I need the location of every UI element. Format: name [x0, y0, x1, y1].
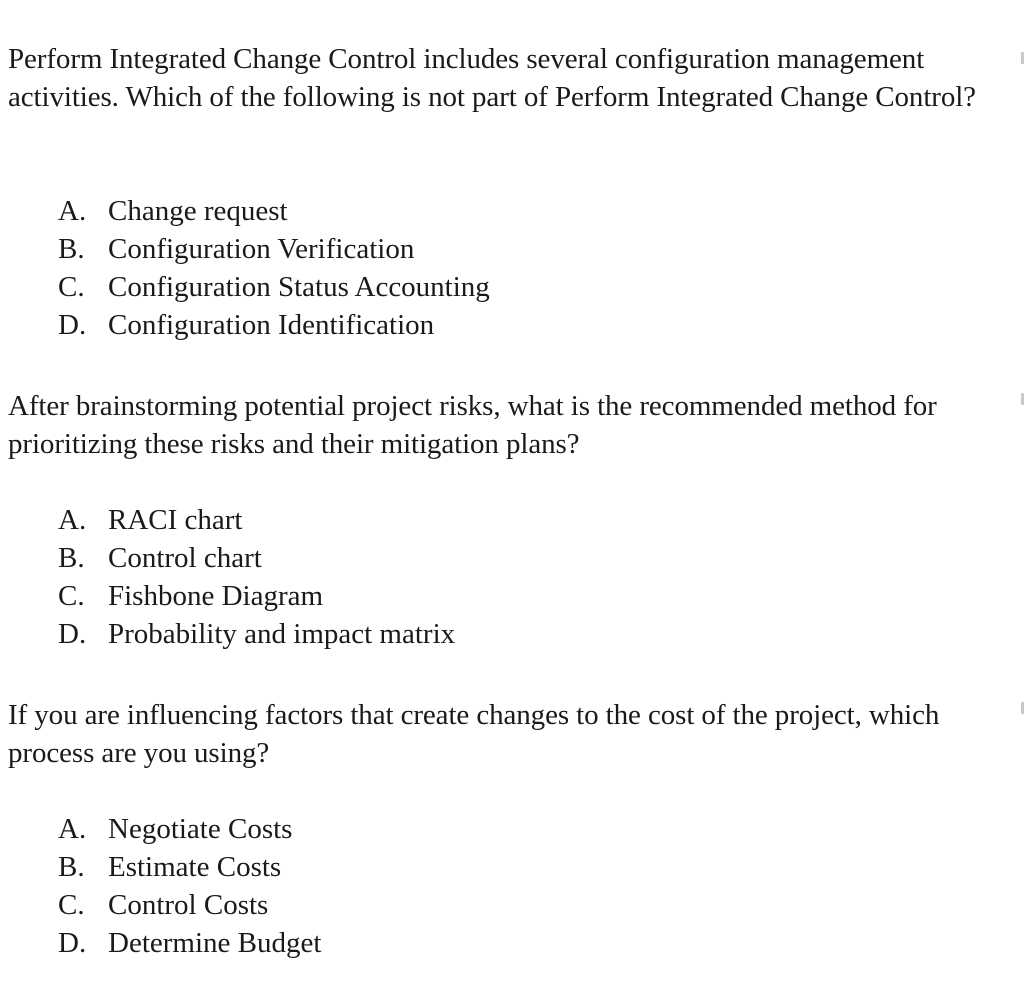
- option-text: Configuration Identification: [108, 309, 435, 341]
- option-text: Fishbone Diagram: [108, 580, 324, 612]
- option-letter: C.: [58, 271, 85, 303]
- option-text: Negotiate Costs: [108, 813, 293, 845]
- option-letter: A.: [58, 195, 87, 227]
- option-text: Configuration Verification: [108, 233, 415, 265]
- option-letter: D.: [58, 309, 87, 341]
- option-letter: D.: [58, 927, 87, 959]
- option-d: [58, 306, 490, 344]
- option-letter: A.: [58, 504, 87, 536]
- option-letter: D.: [58, 618, 87, 650]
- option-letter: B.: [58, 542, 85, 574]
- question-2-options: [58, 501, 455, 653]
- option-d: [58, 615, 455, 653]
- option-c: [58, 886, 321, 924]
- question-3-options: [58, 810, 321, 962]
- option-b: [58, 230, 490, 268]
- question-1-text: Perform Integrated Change Control includes several configuration management activities. Which of the following is not part of Perform Integrated Change Control?: [8, 43, 976, 113]
- option-letter: C.: [58, 889, 85, 921]
- option-letter: A.: [58, 813, 87, 845]
- option-text: Probability and impact matrix: [108, 618, 456, 650]
- option-text: Control Costs: [108, 889, 269, 921]
- option-text: Control chart: [108, 542, 262, 574]
- option-letter: C.: [58, 580, 85, 612]
- question-1: [8, 40, 1008, 341]
- option-a: [58, 501, 455, 539]
- option-d: [58, 924, 321, 962]
- option-text: RACI chart: [108, 504, 243, 536]
- question-3: [8, 696, 1008, 959]
- question-3-text: If you are influencing factors that create changes to the cost of the project, which process are you using?: [8, 699, 940, 769]
- question-2: [8, 387, 1008, 650]
- option-text: Configuration Status Accounting: [108, 271, 490, 303]
- question-2-text: After brainstorming potential project risks, what is the recommended method for prioritizing these risks and their mitigation plans?: [8, 390, 937, 460]
- question-1-options: [58, 192, 490, 344]
- option-text: Determine Budget: [108, 927, 322, 959]
- option-b: [58, 848, 321, 886]
- option-letter: B.: [58, 851, 85, 883]
- option-b: [58, 539, 455, 577]
- option-c: [58, 577, 455, 615]
- option-text: Estimate Costs: [108, 851, 282, 883]
- option-letter: B.: [58, 233, 85, 265]
- option-c: [58, 268, 490, 306]
- option-a: [58, 192, 490, 230]
- option-text: Change request: [108, 195, 288, 227]
- option-a: [58, 810, 321, 848]
